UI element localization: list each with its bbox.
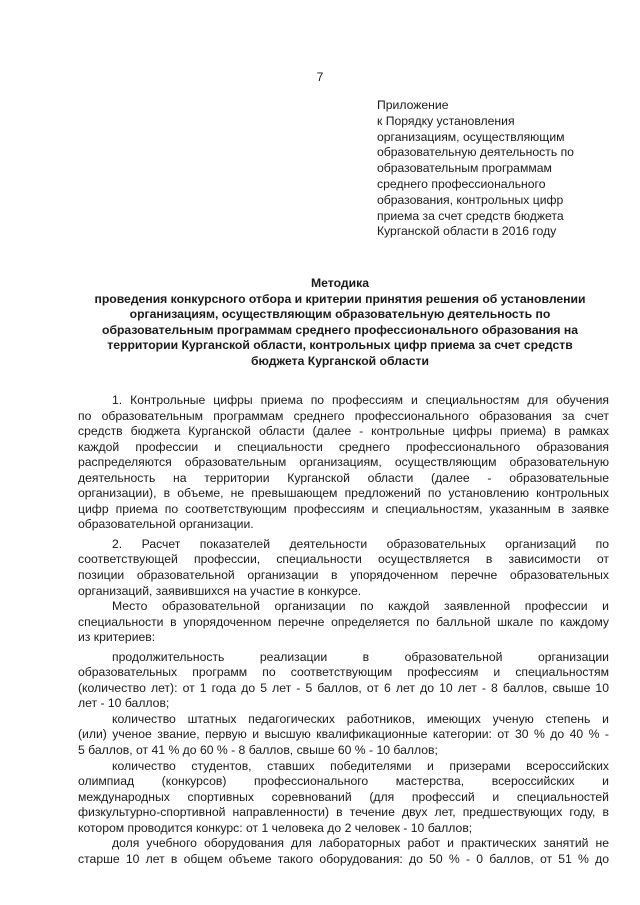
paragraph-line: продолжительность реализации в образовательной организации xyxy=(112,649,609,664)
paragraph-line: 1. Контрольные цифры приема по профессиям и специальностям для обучения xyxy=(112,393,609,407)
paragraph-line: образовательной организации. xyxy=(78,517,254,532)
title-line: проведения конкурсного отбора и критерии принятия решения об установлении xyxy=(94,291,586,306)
title-line: Методика xyxy=(311,276,369,290)
title-line: бюджета Курганской области xyxy=(251,353,429,368)
paragraph xyxy=(78,712,609,759)
paragraph-line: Место образовательной организации по каждой заявленной профессии и xyxy=(112,599,609,614)
paragraph xyxy=(78,650,609,712)
paragraph-line: распределяются образовательным организациям, осуществляющим образовательную xyxy=(78,455,609,470)
paragraph-line: деятельность на территории Курганской области (далее - образовательные xyxy=(78,470,609,485)
appendix-line: к Порядку установления xyxy=(377,113,515,128)
page-number: 7 xyxy=(316,70,324,84)
paragraph-line: организаций, заявившихся на участие в конкурсе. xyxy=(78,583,362,598)
paragraph-line: физкультурно-спортивной направленности) в течение двух лет, предшествующих году, в xyxy=(78,805,609,820)
paragraph-line: из критериев: xyxy=(78,630,156,645)
paragraph xyxy=(78,537,609,599)
paragraph-line: (или) ученое звание, первую и высшую квалификационные категории: от 30 % до 40 % - xyxy=(78,727,609,742)
paragraph-line: международных спортивных соревнований (для профессий и специальностей xyxy=(78,789,609,804)
paragraph-line: образовательных программ по соответствующим профессиям и специальностям xyxy=(78,665,609,680)
paragraph-line: каждой профессии и специальности среднего профессионального образования xyxy=(78,439,609,454)
appendix-line: Курганской области в 2016 году xyxy=(377,224,557,239)
appendix-line: образования, контрольных цифр xyxy=(377,192,564,207)
paragraph xyxy=(78,759,609,837)
title-line: образовательным программам среднего профессионального образования на xyxy=(102,322,578,337)
paragraph-line: лет - 10 баллов; xyxy=(78,696,170,711)
paragraph xyxy=(78,836,609,867)
document-title xyxy=(70,276,610,370)
paragraph xyxy=(78,393,609,533)
paragraph-line: соответствующей профессии, специальности осуществляется в зависимости от xyxy=(78,552,609,567)
appendix-line: образовательным программам xyxy=(377,161,552,176)
paragraph-line: средств бюджета Курганской области (далее - контрольные цифры приема) в рамках xyxy=(78,424,609,439)
appendix-line: приема за счет средств бюджета xyxy=(377,208,564,223)
appendix-line: образовательную деятельность по xyxy=(377,145,574,160)
paragraph-line: специальности в упорядоченном перечне определяется по балльной шкале по каждому xyxy=(78,614,609,629)
paragraph-line: количество штатных педагогических работников, имеющих ученую степень и xyxy=(112,711,609,726)
appendix-block xyxy=(377,98,617,240)
appendix-line: среднего профессионального xyxy=(377,176,546,191)
appendix-line: организациям, осуществляющим xyxy=(377,129,565,144)
paragraph-line: котором проводится конкурс: от 1 человека до 2 человек - 10 баллов; xyxy=(78,820,473,835)
title-line: организациям, осуществляющим образовательную деятельность по xyxy=(129,307,551,322)
paragraph-line: позиции образовательной организации в упорядоченном перечне образовательных xyxy=(78,568,609,583)
paragraph xyxy=(78,599,609,646)
paragraph-line: организации), в объеме, не превышающем предложений по установлению контрольных xyxy=(78,486,609,501)
document-body xyxy=(78,393,609,867)
paragraph-line: количество студентов, ставших победителями и призерами всероссийских xyxy=(112,758,609,773)
paragraph-line: (количество лет): от 1 года до 5 лет - 5 баллов, от 6 лет до 10 лет - 8 баллов, свыше 10 xyxy=(78,680,609,695)
paragraph-line: 2. Расчет показателей деятельности образовательных организаций по xyxy=(112,536,609,551)
paragraph-line: по образовательным программам среднего профессионального образования за счет xyxy=(78,408,609,423)
paragraph-line: 5 баллов, от 41 % до 60 % - 8 баллов, свыше 60 % - 10 баллов; xyxy=(78,743,438,758)
appendix-line: Приложение xyxy=(377,98,449,112)
paragraph-line: цифр приема по соответствующим профессиям и специальностям, указанным в заявке xyxy=(78,501,609,516)
paragraph-line: доля учебного оборудования для лабораторных работ и практических занятий не xyxy=(112,836,609,851)
paragraph-line: старше 10 лет в общем объеме такого оборудования: до 50 % - 0 баллов, от 51 % до xyxy=(78,851,609,866)
paragraph-line: олимпиад (конкурсов) профессионального мастерства, всероссийских и xyxy=(78,774,609,789)
title-line: территории Курганской области, контрольных цифр приема за счет средств xyxy=(107,338,573,353)
